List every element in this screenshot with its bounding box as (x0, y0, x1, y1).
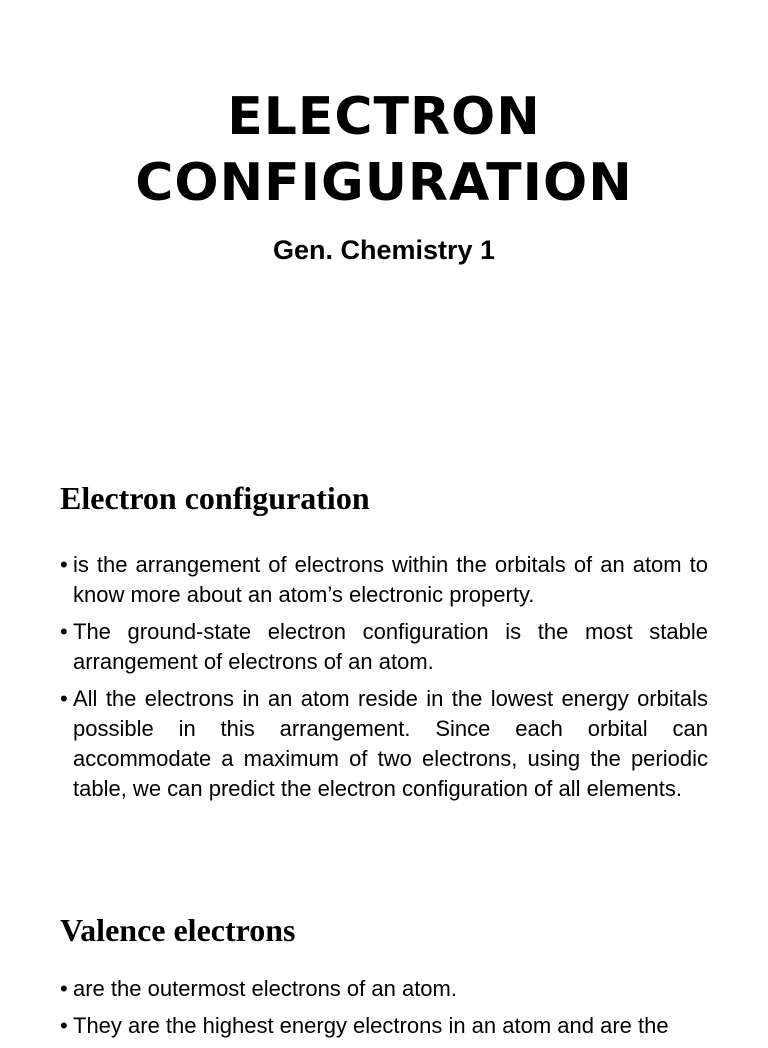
bullet-list (60, 974, 708, 1048)
electron-configuration-slide (0, 430, 768, 864)
title-slide (0, 0, 768, 430)
bullet-item (60, 974, 708, 1004)
main-title-line-2: CONFIGURATION (135, 153, 633, 213)
main-title-line-1: ELECTRON (227, 87, 541, 147)
section-heading: Valence electrons (60, 912, 296, 948)
bullet-item (60, 617, 708, 677)
bullet-dot-icon: • (60, 976, 68, 1001)
bullet-item (60, 550, 708, 610)
subtitle: Gen. Chemistry 1 (272, 235, 496, 265)
valence-electrons-slide (0, 864, 768, 1038)
bullet-item (60, 684, 708, 804)
bullet-dot-icon: • (60, 686, 68, 711)
bullet-list (60, 550, 708, 811)
bullet-text: They are the highest energy electrons in an atom and are the (73, 1013, 669, 1038)
bullet-text: is the arrangement of electrons within the orbitals of an atom to know more about an atom’s electronic property. (73, 552, 708, 607)
bullet-text: The ground-state electron configuration is the most stable arrangement of electrons of an atom. (73, 619, 708, 674)
bullet-dot-icon: • (60, 552, 68, 577)
bullet-text: are the outermost electrons of an atom. (73, 976, 457, 1001)
section-heading: Electron configuration (60, 480, 370, 516)
main-title (0, 84, 768, 216)
bullet-item (60, 1011, 708, 1041)
bullet-text: All the electrons in an atom reside in the lowest energy orbitals possible in this arrangement. Since each orbital can accommodate a maximum of two electrons, using the periodic table, we can predict the electron configuration of all elements. (73, 686, 708, 801)
bullet-dot-icon: • (60, 1013, 68, 1038)
bullet-dot-icon: • (60, 619, 68, 644)
